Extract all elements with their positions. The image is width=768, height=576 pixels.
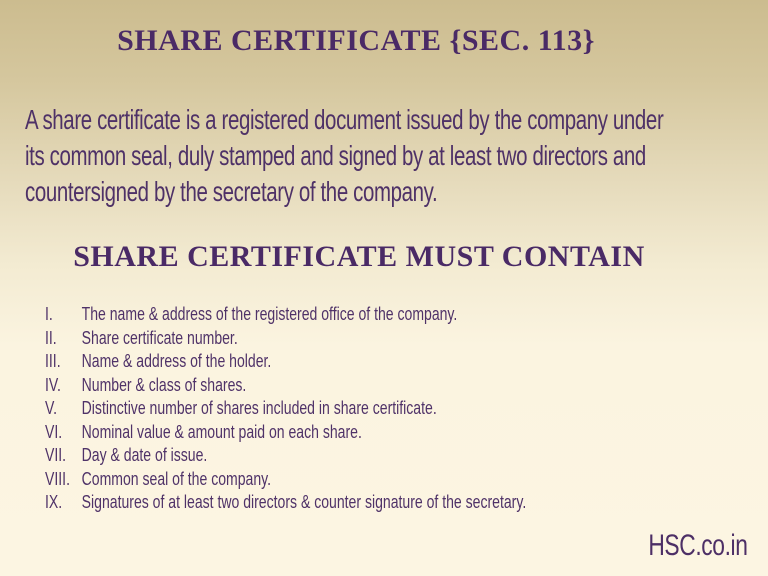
list-item-text: Common seal of the company. <box>81 468 272 489</box>
list-item-numeral: VII. <box>45 445 67 465</box>
list-item-numeral: III. <box>45 351 61 371</box>
intro-line: countersigned by the secretary of the company. <box>25 176 438 207</box>
list-item-numeral: IV. <box>45 374 61 395</box>
list-item-text: Share certificate number. <box>81 327 238 348</box>
list-item-numeral: IX. <box>45 492 63 512</box>
list-item-text: The name & address of the registered office of the company. <box>81 304 458 324</box>
list-item <box>45 421 731 445</box>
intro-line: its common seal, duly stamped and signed by at least two directors and <box>25 140 646 171</box>
list-item <box>45 397 731 421</box>
list-item-text: Day & date of issue. <box>81 445 208 465</box>
list-item <box>45 491 731 515</box>
list-item-text: Signatures of at least two directors & counter signature of the secretary. <box>81 492 527 512</box>
list-item-text: Distinctive number of shares included in share certificate. <box>81 398 437 418</box>
list-item <box>45 303 731 327</box>
list-item-numeral: VI. <box>45 421 63 442</box>
list-item <box>45 350 731 374</box>
slide-subtitle: SHARE CERTIFICATE MUST CONTAIN <box>73 240 645 273</box>
list-item-numeral: II. <box>45 327 57 348</box>
list-item-numeral: V. <box>45 398 57 418</box>
intro-line: A share certificate is a registered document issued by the company under <box>25 104 664 135</box>
list-item-numeral: I. <box>45 304 53 324</box>
list-item-text: Nominal value & amount paid on each share. <box>81 421 362 442</box>
list-item <box>45 327 731 351</box>
list-item-text: Name & address of the holder. <box>81 351 272 371</box>
intro-paragraph <box>25 102 755 210</box>
watermark: HSC.co.in <box>648 529 748 562</box>
must-contain-list <box>45 303 731 515</box>
list-item <box>45 468 731 492</box>
list-item-numeral: VIII. <box>45 468 70 489</box>
list-item-text: Number & class of shares. <box>81 374 247 395</box>
slide-title: SHARE CERTIFICATE {SEC. 113} <box>117 24 595 57</box>
list-item <box>45 444 731 468</box>
list-item <box>45 374 731 398</box>
